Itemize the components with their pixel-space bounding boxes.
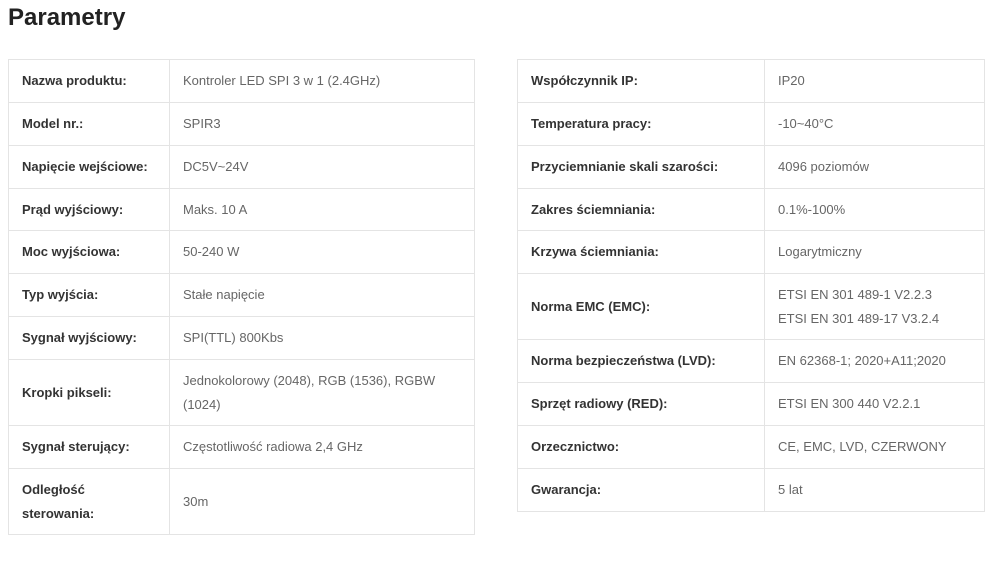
spec-key: Zakres ściemniania: [518, 189, 765, 231]
spec-key: Krzywa ściemniania: [518, 231, 765, 274]
spec-value: Maks. 10 A [170, 189, 475, 231]
table-row [9, 317, 475, 360]
spec-key: Typ wyjścia: [9, 274, 170, 317]
spec-key: Sygnał sterujący: [9, 426, 170, 469]
spec-key: Współczynnik IP: [518, 60, 765, 103]
spec-value: Kontroler LED SPI 3 w 1 (2.4GHz) [170, 60, 475, 103]
table-row [9, 274, 475, 317]
spec-key: Nazwa produktu: [9, 60, 170, 103]
table-row [9, 60, 475, 103]
spec-value: SPI(TTL) 800Kbs [170, 317, 475, 360]
spec-value: 4096 poziomów [765, 146, 985, 189]
spec-key: Moc wyjściowa: [9, 231, 170, 274]
table-row [9, 103, 475, 146]
table-row [9, 360, 475, 426]
spec-value: 30m [170, 469, 475, 535]
table-row [518, 189, 985, 231]
spec-value: EN 62368-1; 2020+A11;2020 [765, 340, 985, 383]
spec-key: Sprzęt radiowy (RED): [518, 383, 765, 426]
spec-value: Częstotliwość radiowa 2,4 GHz [170, 426, 475, 469]
table-row [9, 231, 475, 274]
spec-value: 5 lat [765, 469, 985, 512]
spec-value: CE, EMC, LVD, CZERWONY [765, 426, 985, 469]
spec-value: 0.1%-100% [765, 189, 985, 231]
table-row [518, 340, 985, 383]
spec-value: Logarytmiczny [765, 231, 985, 274]
spec-key: Przyciemnianie skali szarości: [518, 146, 765, 189]
spec-value-line: ETSI EN 301 489-1 V2.2.3 [778, 286, 932, 302]
spec-key: Kropki pikseli: [9, 360, 170, 426]
spec-key: Odległość sterowania: [9, 469, 170, 535]
spec-key: Orzecznictwo: [518, 426, 765, 469]
spec-value: -10~40°C [765, 103, 985, 146]
table-row [9, 189, 475, 231]
spec-key: Norma bezpieczeństwa (LVD): [518, 340, 765, 383]
spec-value-line: ETSI EN 301 489-17 V3.2.4 [778, 310, 940, 326]
spec-value: IP20 [765, 60, 985, 103]
spec-key: Gwarancja: [518, 469, 765, 512]
spec-key: Prąd wyjściowy: [9, 189, 170, 231]
spec-table-right [517, 59, 985, 512]
spec-table-left [8, 59, 475, 535]
spec-value [765, 274, 985, 340]
spec-key: Temperatura pracy: [518, 103, 765, 146]
spec-key: Napięcie wejściowe: [9, 146, 170, 189]
page-title: Parametry [8, 4, 126, 31]
table-row [9, 146, 475, 189]
spec-key: Sygnał wyjściowy: [9, 317, 170, 360]
table-row [518, 426, 985, 469]
spec-key: Model nr.: [9, 103, 170, 146]
spec-value: ETSI EN 300 440 V2.2.1 [765, 383, 985, 426]
table-row [518, 274, 985, 340]
spec-value: SPIR3 [170, 103, 475, 146]
spec-value: Jednokolorowy (2048), RGB (1536), RGBW (1024) [170, 360, 475, 426]
table-row [518, 231, 985, 274]
spec-value: 50-240 W [170, 231, 475, 274]
spec-value: DC5V~24V [170, 146, 475, 189]
spec-value: Stałe napięcie [170, 274, 475, 317]
table-row [518, 469, 985, 512]
table-row [518, 103, 985, 146]
table-row [9, 426, 475, 469]
spec-key: Norma EMC (EMC): [518, 274, 765, 340]
table-row [9, 469, 475, 535]
table-row [518, 146, 985, 189]
table-row [518, 60, 985, 103]
table-row [518, 383, 985, 426]
